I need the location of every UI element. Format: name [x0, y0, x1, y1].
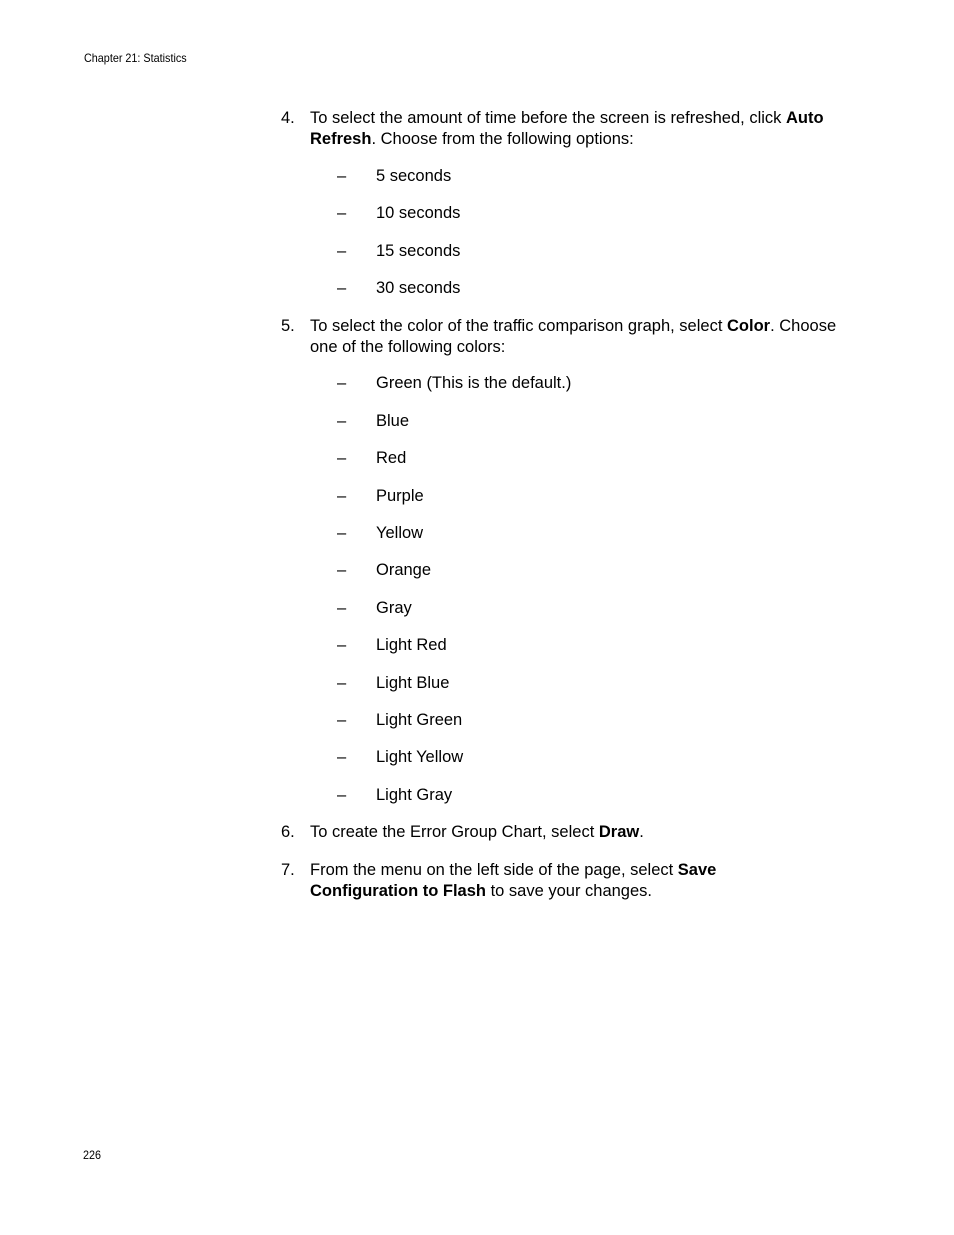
dash-bullet: –: [337, 412, 347, 430]
step-text: From the menu on the left side of the page, select Save Configuration to Flash to save your changes.: [310, 861, 717, 900]
step-text: To create the Error Group Chart, select Draw.: [310, 823, 644, 841]
running-header: Chapter 21: Statistics: [84, 51, 187, 65]
ui-term-save-configuration-to-flash: Save Configuration to Flash: [310, 861, 717, 900]
dash-bullet: –: [337, 599, 347, 617]
dash-bullet: –: [337, 487, 347, 505]
step-4: [281, 108, 861, 149]
dash-bullet: –: [337, 167, 347, 185]
ui-term-color: Color: [727, 317, 771, 335]
step-number: 7.: [281, 861, 295, 879]
dash-bullet: –: [337, 374, 347, 392]
dash-bullet: –: [337, 242, 347, 260]
ui-term-draw: Draw: [598, 823, 640, 841]
dash-bullet: –: [337, 711, 347, 729]
page-number: 226: [83, 1148, 102, 1162]
dash-bullet: –: [337, 449, 347, 467]
step-number: 5.: [281, 317, 295, 335]
step-7: [281, 860, 751, 901]
step-number: 4.: [281, 109, 295, 127]
dash-bullet: –: [337, 204, 347, 222]
step-number: 6.: [281, 823, 295, 841]
step-text: To select the amount of time before the screen is refreshed, click Auto Refresh. Choose from the following options:: [310, 109, 824, 148]
dash-bullet: –: [337, 636, 347, 654]
dash-bullet: –: [337, 748, 347, 766]
dash-bullet: –: [337, 786, 347, 804]
dash-bullet: –: [337, 674, 347, 692]
ui-term-auto-refresh: Auto Refresh: [310, 109, 824, 148]
step-5: [281, 316, 861, 357]
step-text: To select the color of the traffic comparison graph, select Color. Choose one of the following colors:: [310, 317, 837, 356]
dash-bullet: –: [337, 561, 347, 579]
dash-bullet: –: [337, 524, 347, 542]
step-6: [281, 822, 861, 843]
dash-bullet: –: [337, 279, 347, 297]
